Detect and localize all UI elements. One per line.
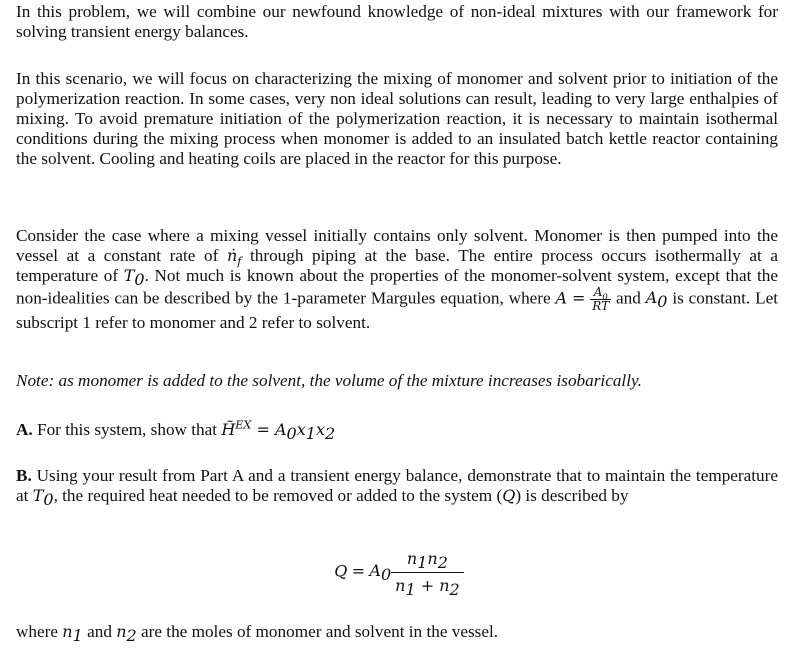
- feed-rate-symbol: ṅ$_f$: [226, 246, 242, 269]
- heat-equation-fraction: $\frac{n_1n_2}{n_1 + n_2}$: [391, 548, 464, 597]
- part-b-text-2: , the required heat needed to be removed or added to the system (: [53, 486, 503, 505]
- intro-paragraph: In this problem, we will combine our newfound knowledge of non-ideal mixtures with our framework for solving transient energy balances.: [16, 2, 778, 41]
- part-b-text-3: ) is described by: [515, 486, 629, 505]
- part-a-question: [16, 418, 778, 444]
- part-a-label: A.: [16, 420, 33, 439]
- where-text-3: are the moles of monomer and solvent in the vessel.: [136, 622, 499, 641]
- case-text-5: is constant. Let subscript 1 refer to monomer and 2 refer to solvent.: [16, 288, 779, 332]
- t0-symbol: $T_0$: [32, 486, 54, 510]
- a0-over-rt-fraction: $\frac{A_0}{RT}$: [592, 285, 610, 313]
- where-paragraph: [16, 622, 778, 646]
- part-b-text-1: Using your result from Part A and a transient energy balance, demonstrate that to maintain the temperature at: [16, 466, 778, 505]
- where-text-1: where: [16, 622, 63, 641]
- part-a-text: For this system, show that: [32, 420, 222, 439]
- case-text-1: Consider the case where a mixing vessel initially contains only solvent. Monomer is then pumped into the vessel at a constant rate of: [16, 226, 778, 265]
- n2-symbol: $n_2$: [116, 622, 137, 646]
- case-text-2: through piping at the base. The entire process occurs isothermally at a temperature of: [16, 246, 779, 285]
- temperature-symbol: $T_0$: [123, 266, 145, 290]
- case-text-3: . Not much is known about the properties of the monomer-solvent system, except that the non-idealities can be described by the 1-parameter Margules equation, where: [16, 266, 779, 308]
- case-paragraph: Consider the case where a mixing vessel initially contains only solvent. Monomer is then pumped into the vessel at a constant rate of ṅ$_f$ through piping at the base. The entire process occurs isothermally at a temperature of $T_0$. Not much is known about the properties of the monomer-solvent system, except that the non-idealities can be described by the 1-parameter Margules equation, where A = $\frac{A_0}{RT}$ and $A_0$ is constant. Let subscript 1 refer to monomer and 2 refer to solvent.: [16, 226, 779, 332]
- a0-symbol: $A_0$: [645, 288, 668, 312]
- where-text-2: and: [82, 622, 117, 641]
- q-symbol: Q: [502, 486, 516, 505]
- scenario-paragraph: In this scenario, we will focus on characterizing the mixing of monomer and solvent prior to initiation of the polymerization reaction. In some cases, very non ideal solutions can result, leading to very large enthalpies of mixing. To avoid premature initiation of the polymerization reaction, it is necessary to maintain isothermal conditions during the mixing process when monomer is added to an insulated batch kettle reactor containing the solvent. Cooling and heating coils are placed in the reactor for this purpose.: [16, 69, 778, 168]
- part-b-question: [16, 466, 778, 510]
- n1-symbol: $n_1$: [62, 622, 83, 646]
- note-paragraph: Note: as monomer is added to the solvent, the volume of the mixture increases isobarically.: [16, 371, 642, 390]
- margules-a-definition: A: [555, 288, 568, 308]
- part-b-label: B.: [16, 466, 32, 485]
- case-text-4: and: [611, 288, 646, 308]
- heat-equation: $Q = A_0$ $\frac{n_1n_2}{n_1 + n_2}$: [0, 548, 798, 597]
- excess-enthalpy-equation: H̃$^{EX}$ = $A_0x_1x_2$: [221, 418, 336, 444]
